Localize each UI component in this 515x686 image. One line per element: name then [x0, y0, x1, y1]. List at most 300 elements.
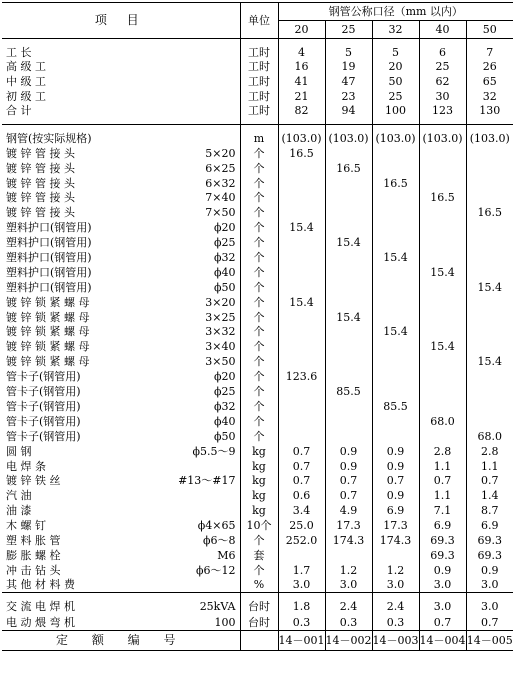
- material-row: [2, 473, 513, 488]
- value-d32: 0.9: [372, 459, 419, 474]
- value-d25: [325, 369, 372, 384]
- material-row: [2, 488, 513, 503]
- material-row: [2, 161, 513, 176]
- value-d20: [278, 399, 325, 414]
- value-d40: 69.3: [419, 548, 466, 563]
- material-row: [2, 533, 513, 548]
- value-d20: [278, 205, 325, 220]
- value-d32: 1.2: [372, 563, 419, 578]
- row-unit: 个: [240, 310, 278, 325]
- value-d40: 7.1: [419, 503, 466, 518]
- value-d25: [325, 548, 372, 563]
- value-d50: 15.4: [466, 354, 513, 369]
- row-name: 工 长: [6, 45, 32, 59]
- value-d50: 32: [466, 89, 513, 104]
- row-unit: 工时: [240, 60, 278, 75]
- row-name: 镀 锌 锁 紧 螺 母: [6, 295, 90, 309]
- value-d32: 17.3: [372, 518, 419, 533]
- value-d25: 4.9: [325, 503, 372, 518]
- value-d50: 1.1: [466, 459, 513, 474]
- value-d25: 1.2: [325, 563, 372, 578]
- value-d40: [419, 354, 466, 369]
- row-name: 镀 锌 锁 紧 螺 母: [6, 325, 90, 339]
- row-unit: 个: [240, 563, 278, 578]
- value-d20: 123.6: [278, 369, 325, 384]
- row-name-cell: [2, 488, 240, 503]
- value-d20: 4: [278, 45, 325, 60]
- row-name-cell: [2, 429, 240, 444]
- value-d20: 0.7: [278, 473, 325, 488]
- value-d50: [466, 414, 513, 429]
- material-row: [2, 280, 513, 295]
- row-name-cell: [2, 310, 240, 325]
- value-d32: [372, 220, 419, 235]
- value-d20: [278, 176, 325, 191]
- value-d25: [325, 191, 372, 206]
- value-d20: 252.0: [278, 533, 325, 548]
- machine-row: [2, 599, 513, 615]
- value-d20: [278, 310, 325, 325]
- row-name: 合 计: [6, 104, 32, 118]
- row-unit: 个: [240, 399, 278, 414]
- value-d32: 174.3: [372, 533, 419, 548]
- value-d25: 5: [325, 45, 372, 60]
- value-d20: 3.4: [278, 503, 325, 518]
- value-d50: [466, 384, 513, 399]
- row-spec: ϕ40: [214, 414, 236, 428]
- value-d32: [372, 384, 419, 399]
- quota-code: 14－002: [325, 630, 372, 650]
- material-row: [2, 518, 513, 533]
- quota-code: 14－001: [278, 630, 325, 650]
- value-d20: [278, 429, 325, 444]
- row-spec: 100: [214, 615, 236, 629]
- value-d50: [466, 339, 513, 354]
- row-unit: 个: [240, 354, 278, 369]
- row-unit: 个: [240, 280, 278, 295]
- value-d32: [372, 146, 419, 161]
- row-name: 管卡子(钢管用): [6, 399, 81, 413]
- material-row: [2, 265, 513, 280]
- value-d25: 0.9: [325, 444, 372, 459]
- row-name: 塑料护口(钢管用): [6, 265, 92, 279]
- row-unit: 个: [240, 384, 278, 399]
- row-name: 初 级 工: [6, 89, 46, 103]
- value-d32: 50: [372, 74, 419, 89]
- row-name: 镀 锌 锁 紧 螺 母: [6, 310, 90, 324]
- value-d25: 17.3: [325, 518, 372, 533]
- machine-section: [2, 593, 513, 631]
- value-d50: [466, 176, 513, 191]
- value-d40: 68.0: [419, 414, 466, 429]
- header-diameter-group: 钢管公称口径（mm 以内）: [278, 3, 513, 21]
- value-d25: [325, 399, 372, 414]
- value-d20: 0.3: [278, 615, 325, 631]
- material-row: [2, 310, 513, 325]
- material-row: [2, 146, 513, 161]
- value-d40: [419, 220, 466, 235]
- row-unit: 个: [240, 146, 278, 161]
- row-unit: 10个: [240, 518, 278, 533]
- value-d32: 20: [372, 60, 419, 75]
- labor-row: [2, 60, 513, 75]
- value-d25: [325, 295, 372, 310]
- value-d32: 0.3: [372, 615, 419, 631]
- row-name-cell: [2, 250, 240, 265]
- value-d40: [419, 250, 466, 265]
- row-unit: 个: [240, 339, 278, 354]
- value-d40: 15.4: [419, 265, 466, 280]
- value-d32: 6.9: [372, 503, 419, 518]
- value-d25: 3.0: [325, 578, 372, 593]
- value-d25: 23: [325, 89, 372, 104]
- value-d25: 85.5: [325, 384, 372, 399]
- value-d40: 2.8: [419, 444, 466, 459]
- value-d20: 1.8: [278, 599, 325, 615]
- material-row: [2, 414, 513, 429]
- row-name: 高 级 工: [6, 60, 46, 74]
- row-spec: ϕ32: [214, 251, 236, 265]
- material-row: [2, 578, 513, 593]
- value-d40: 25: [419, 60, 466, 75]
- value-d40: [419, 369, 466, 384]
- row-name-cell: [2, 369, 240, 384]
- value-d32: 2.4: [372, 599, 419, 615]
- row-spec: 6×25: [205, 161, 236, 175]
- row-name-cell: [2, 45, 240, 60]
- value-d32: [372, 369, 419, 384]
- value-d50: 8.7: [466, 503, 513, 518]
- row-name-cell: [2, 89, 240, 104]
- row-unit: 个: [240, 325, 278, 340]
- row-unit: m: [240, 131, 278, 146]
- value-d40: [419, 161, 466, 176]
- value-d50: 0.7: [466, 473, 513, 488]
- material-row: [2, 429, 513, 444]
- row-unit: %: [240, 578, 278, 593]
- row-name-cell: [2, 384, 240, 399]
- value-d40: 3.0: [419, 599, 466, 615]
- value-d25: [325, 176, 372, 191]
- row-unit: 套: [240, 548, 278, 563]
- value-d20: 3.0: [278, 578, 325, 593]
- footer-label: 定 额 编 号: [56, 632, 186, 647]
- material-row: [2, 205, 513, 220]
- value-d25: [325, 354, 372, 369]
- value-d40: [419, 384, 466, 399]
- row-spec: ϕ50: [214, 280, 236, 294]
- value-d25: 0.3: [325, 615, 372, 631]
- header-unit: 单位: [240, 3, 278, 39]
- value-d25: [325, 429, 372, 444]
- value-d40: [419, 429, 466, 444]
- row-unit: 个: [240, 414, 278, 429]
- value-d32: [372, 205, 419, 220]
- row-name: 镀 锌 锁 紧 螺 母: [6, 355, 90, 369]
- value-d50: [466, 399, 513, 414]
- value-d40: [419, 205, 466, 220]
- row-name-cell: [2, 503, 240, 518]
- material-row: [2, 354, 513, 369]
- row-name: 膨 胀 螺 栓: [6, 548, 61, 562]
- row-unit: 个: [240, 250, 278, 265]
- value-d50: [466, 295, 513, 310]
- value-d32: 100: [372, 103, 419, 118]
- row-name-cell: [2, 161, 240, 176]
- row-unit: kg: [240, 459, 278, 474]
- row-name-cell: [2, 146, 240, 161]
- value-d25: 47: [325, 74, 372, 89]
- header-item: 项 目: [2, 3, 240, 39]
- row-unit: kg: [240, 488, 278, 503]
- material-row: [2, 191, 513, 206]
- value-d40: 0.9: [419, 563, 466, 578]
- value-d40: 6: [419, 45, 466, 60]
- labor-row: [2, 74, 513, 89]
- value-d50: 0.7: [466, 615, 513, 631]
- value-d32: [372, 354, 419, 369]
- value-d20: 16: [278, 60, 325, 75]
- value-d32: [372, 191, 419, 206]
- row-unit: 个: [240, 235, 278, 250]
- row-name: 管卡子(钢管用): [6, 429, 81, 443]
- value-d40: 15.4: [419, 339, 466, 354]
- row-name: 中 级 工: [6, 74, 46, 88]
- row-name-cell: [2, 60, 240, 75]
- value-d40: 3.0: [419, 578, 466, 593]
- row-name: 电 动 煨 弯 机: [6, 615, 75, 629]
- row-spec: 5×20: [205, 146, 236, 160]
- value-d32: [372, 295, 419, 310]
- row-spec: ϕ25: [214, 236, 236, 250]
- value-d50: 2.8: [466, 444, 513, 459]
- value-d50: [466, 310, 513, 325]
- row-unit: 个: [240, 220, 278, 235]
- row-name: 电 焊 条: [6, 459, 46, 473]
- value-d32: [372, 339, 419, 354]
- row-spec: ϕ20: [214, 370, 236, 384]
- quota-code: 14－005: [466, 630, 513, 650]
- quota-table: [2, 2, 513, 651]
- material-row: [2, 176, 513, 191]
- row-spec: 25kVA: [199, 600, 236, 614]
- row-name-cell: [2, 444, 240, 459]
- row-unit: 工时: [240, 103, 278, 118]
- row-unit: 个: [240, 161, 278, 176]
- value-d50: 69.3: [466, 548, 513, 563]
- row-unit: kg: [240, 503, 278, 518]
- value-d32: [372, 310, 419, 325]
- value-d20: [278, 265, 325, 280]
- value-d25: 0.7: [325, 488, 372, 503]
- value-d40: [419, 310, 466, 325]
- value-d32: 85.5: [372, 399, 419, 414]
- value-d25: [325, 220, 372, 235]
- value-d25: 15.4: [325, 310, 372, 325]
- row-unit: 个: [240, 369, 278, 384]
- labor-row: [2, 103, 513, 118]
- row-name-cell: [2, 599, 240, 615]
- value-d25: 2.4: [325, 599, 372, 615]
- value-d50: 16.5: [466, 205, 513, 220]
- material-row: [2, 131, 513, 146]
- row-spec: 3×40: [205, 340, 236, 354]
- material-row: [2, 369, 513, 384]
- value-d40: 0.7: [419, 473, 466, 488]
- value-d40: 30: [419, 89, 466, 104]
- value-d50: [466, 250, 513, 265]
- row-unit: 个: [240, 205, 278, 220]
- row-name-cell: [2, 176, 240, 191]
- value-d40: 69.3: [419, 533, 466, 548]
- value-d50: [466, 191, 513, 206]
- value-d25: 16.5: [325, 161, 372, 176]
- row-unit: 台时: [240, 615, 278, 631]
- row-name: 塑料护口(钢管用): [6, 280, 92, 294]
- material-row: [2, 503, 513, 518]
- row-name: 管卡子(钢管用): [6, 414, 81, 428]
- row-name-cell: [2, 220, 240, 235]
- labor-row: [2, 89, 513, 104]
- header-diameter-50: 50: [466, 21, 513, 39]
- value-d40: 0.7: [419, 615, 466, 631]
- value-d20: [278, 384, 325, 399]
- row-name-cell: [2, 615, 240, 631]
- value-d25: [325, 146, 372, 161]
- header-diameter-32: 32: [372, 21, 419, 39]
- row-name: 管卡子(钢管用): [6, 370, 81, 384]
- row-name: 镀 锌 管 接 头: [6, 161, 75, 175]
- value-d40: 62: [419, 74, 466, 89]
- material-row: [2, 295, 513, 310]
- row-spec: ϕ4×65: [197, 519, 236, 533]
- value-d40: [419, 399, 466, 414]
- value-d50: [466, 220, 513, 235]
- value-d32: [372, 429, 419, 444]
- header-diameter-40: 40: [419, 21, 466, 39]
- value-d50: 3.0: [466, 578, 513, 593]
- value-d25: 0.7: [325, 473, 372, 488]
- value-d50: 26: [466, 60, 513, 75]
- value-d40: [419, 176, 466, 191]
- value-d50: [466, 265, 513, 280]
- value-d50: 3.0: [466, 599, 513, 615]
- row-name: 冲 击 钻 头: [6, 563, 61, 577]
- quota-code: 14－003: [372, 630, 419, 650]
- row-spec: 7×50: [205, 206, 236, 220]
- material-row: [2, 384, 513, 399]
- value-d20: 41: [278, 74, 325, 89]
- row-name: 塑 料 胀 管: [6, 533, 61, 547]
- value-d25: [325, 339, 372, 354]
- value-d40: [419, 146, 466, 161]
- row-name-cell: [2, 518, 240, 533]
- row-unit: 个: [240, 295, 278, 310]
- material-row: [2, 459, 513, 474]
- quota-code: 14－004: [419, 630, 466, 650]
- value-d50: 130: [466, 103, 513, 118]
- row-spec: ϕ25: [214, 385, 236, 399]
- value-d32: 0.9: [372, 444, 419, 459]
- value-d32: 15.4: [372, 325, 419, 340]
- row-spec: 6×32: [205, 176, 236, 190]
- material-row: [2, 325, 513, 340]
- row-name: 钢管(按实际规格): [6, 131, 92, 145]
- row-name-cell: [2, 459, 240, 474]
- row-spec: ϕ5.5～9: [192, 444, 236, 458]
- row-unit: 台时: [240, 599, 278, 615]
- value-d40: 1.1: [419, 488, 466, 503]
- value-d20: [278, 414, 325, 429]
- row-unit: kg: [240, 444, 278, 459]
- value-d32: [372, 235, 419, 250]
- value-d20: 0.6: [278, 488, 325, 503]
- row-unit: 个: [240, 176, 278, 191]
- row-unit: 工时: [240, 45, 278, 60]
- value-d25: 0.9: [325, 459, 372, 474]
- value-d20: 0.7: [278, 444, 325, 459]
- value-d32: 5: [372, 45, 419, 60]
- machine-row: [2, 615, 513, 631]
- value-d50: 0.9: [466, 563, 513, 578]
- value-d50: 69.3: [466, 533, 513, 548]
- value-d25: [325, 205, 372, 220]
- value-d40: 6.9: [419, 518, 466, 533]
- value-d32: 3.0: [372, 578, 419, 593]
- row-name-cell: [2, 295, 240, 310]
- row-name: 塑料护口(钢管用): [6, 221, 92, 235]
- value-d50: 68.0: [466, 429, 513, 444]
- row-name-cell: [2, 265, 240, 280]
- value-d40: [419, 280, 466, 295]
- row-unit: 个: [240, 429, 278, 444]
- value-d20: 15.4: [278, 295, 325, 310]
- value-d32: [372, 548, 419, 563]
- row-spec: 3×20: [205, 295, 236, 309]
- row-name-cell: [2, 563, 240, 578]
- row-name: 油 漆: [6, 504, 32, 518]
- row-name-cell: [2, 280, 240, 295]
- row-spec: ϕ20: [214, 221, 236, 235]
- value-d25: [325, 280, 372, 295]
- value-d25: [325, 250, 372, 265]
- value-d20: [278, 339, 325, 354]
- row-name-cell: [2, 205, 240, 220]
- row-unit: 个: [240, 265, 278, 280]
- row-name: 木 螺 钉: [6, 519, 46, 533]
- value-d20: 15.4: [278, 220, 325, 235]
- value-d50: [466, 325, 513, 340]
- row-name-cell: [2, 578, 240, 593]
- value-d32: 15.4: [372, 250, 419, 265]
- row-spec: M6: [217, 548, 236, 562]
- value-d32: 25: [372, 89, 419, 104]
- row-name: 镀 锌 管 接 头: [6, 146, 75, 160]
- value-d20: [278, 235, 325, 250]
- value-d25: (103.0): [325, 131, 372, 146]
- value-d20: 0.7: [278, 459, 325, 474]
- material-row: [2, 444, 513, 459]
- value-d32: 16.5: [372, 176, 419, 191]
- value-d20: 82: [278, 103, 325, 118]
- row-name-cell: [2, 74, 240, 89]
- value-d40: [419, 325, 466, 340]
- material-row: [2, 220, 513, 235]
- footer-unit-blank: [240, 630, 278, 650]
- row-spec: 3×32: [205, 325, 236, 339]
- value-d25: 94: [325, 103, 372, 118]
- row-name-cell: [2, 533, 240, 548]
